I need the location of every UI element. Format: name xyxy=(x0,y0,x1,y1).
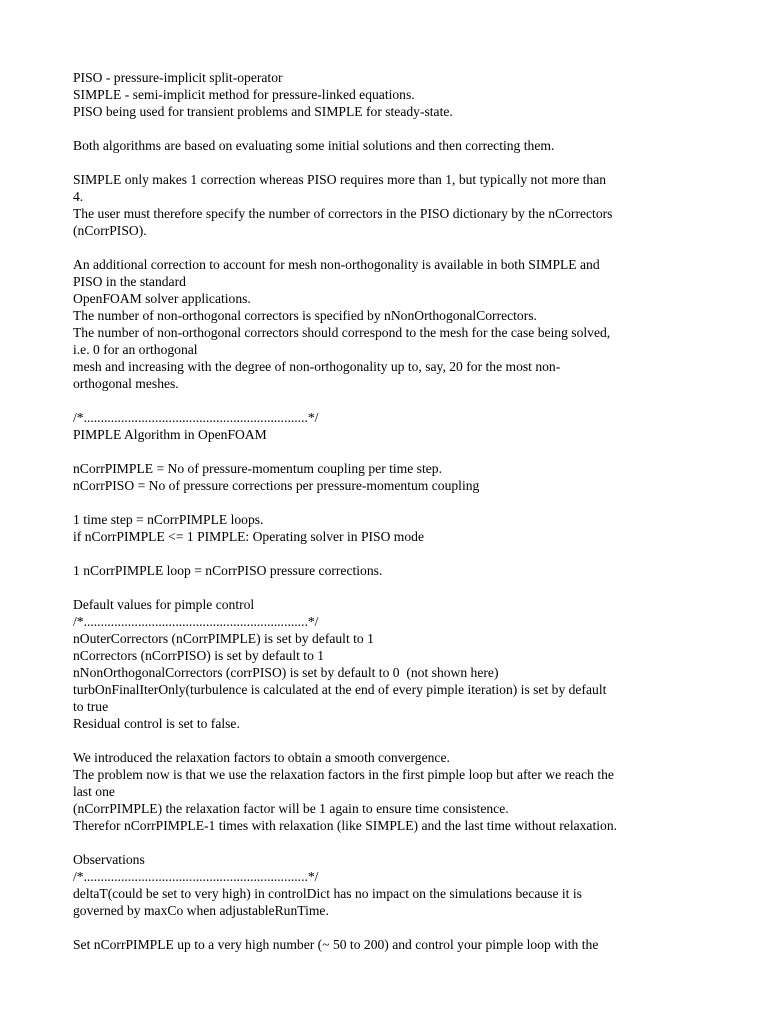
paragraph xyxy=(73,460,703,494)
text-line: The number of non-orthogonal correctors should correspond to the mesh for the case being solved, xyxy=(73,325,611,340)
text-line: turbOnFinalIterOnly(turbulence is calculated at the end of every pimple iteration) is set by default xyxy=(73,682,607,697)
text-line: deltaT(could be set to very high) in controlDict has no impact on the simulations because it is xyxy=(73,886,582,901)
text-line: nOuterCorrectors (nCorrPIMPLE) is set by default to 1 xyxy=(73,631,374,646)
paragraph-spacer xyxy=(73,443,703,460)
text-line: nCorrectors (nCorrPISO) is set by default to 1 xyxy=(73,648,325,663)
paragraph-spacer xyxy=(73,154,703,171)
text-line: Set nCorrPIMPLE up to a very high number (~ 50 to 200) and control your pimple loop with the xyxy=(73,937,599,952)
text-line: PISO in the standard xyxy=(73,274,186,289)
text-line: OpenFOAM solver applications. xyxy=(73,291,251,306)
text-line: We introduced the relaxation factors to obtain a smooth convergence. xyxy=(73,750,450,765)
text-line: PISO being used for transient problems and SIMPLE for steady-state. xyxy=(73,104,453,119)
text-line: mesh and increasing with the degree of non-orthogonality up to, say, 20 for the most non- xyxy=(73,359,561,374)
text-line: SIMPLE - semi-implicit method for pressure-linked equations. xyxy=(73,87,415,102)
text-line: /*..................................................................*/ xyxy=(73,614,319,629)
paragraph-spacer xyxy=(73,494,703,511)
paragraph-spacer xyxy=(73,919,703,936)
paragraph xyxy=(73,851,703,919)
text-line: /*..................................................................*/ xyxy=(73,410,319,425)
paragraph-spacer xyxy=(73,392,703,409)
text-line: The user must therefore specify the number of correctors in the PISO dictionary by the nCorrectors xyxy=(73,206,613,221)
paragraph-spacer xyxy=(73,239,703,256)
text-line: (nCorrPIMPLE) the relaxation factor will be 1 again to ensure time consistence. xyxy=(73,801,509,816)
text-line: 4. xyxy=(73,189,84,204)
paragraph xyxy=(73,936,703,953)
text-line: (nCorrPISO). xyxy=(73,223,147,238)
text-line: An additional correction to account for mesh non-orthogonality is available in both SIMPLE and xyxy=(73,257,600,272)
text-line: nCorrPIMPLE = No of pressure-momentum coupling per time step. xyxy=(73,461,442,476)
text-line: Both algorithms are based on evaluating some initial solutions and then correcting them. xyxy=(73,138,555,153)
paragraph xyxy=(73,562,703,579)
paragraph xyxy=(73,749,703,834)
text-line: The number of non-orthogonal correctors is specified by nNonOrthogonalCorrectors. xyxy=(73,308,537,323)
text-line: The problem now is that we use the relaxation factors in the first pimple loop but after we reach the xyxy=(73,767,614,782)
paragraph xyxy=(73,69,703,120)
paragraph xyxy=(73,171,703,239)
text-line: to true xyxy=(73,699,109,714)
document-body xyxy=(73,69,703,953)
text-line: Observations xyxy=(73,852,145,867)
paragraph xyxy=(73,409,703,443)
text-line: governed by maxCo when adjustableRunTime. xyxy=(73,903,329,918)
text-line: last one xyxy=(73,784,115,799)
paragraph xyxy=(73,596,703,732)
text-line: Therefor nCorrPIMPLE-1 times with relaxation (like SIMPLE) and the last time without relaxation. xyxy=(73,818,618,833)
text-line: nCorrPISO = No of pressure corrections per pressure-momentum coupling xyxy=(73,478,480,493)
paragraph-spacer xyxy=(73,120,703,137)
text-line: SIMPLE only makes 1 correction whereas PISO requires more than 1, but typically not more than xyxy=(73,172,607,187)
paragraph-spacer xyxy=(73,732,703,749)
text-line: 1 nCorrPIMPLE loop = nCorrPISO pressure corrections. xyxy=(73,563,383,578)
text-line: i.e. 0 for an orthogonal xyxy=(73,342,198,357)
text-line: PISO - pressure-implicit split-operator xyxy=(73,70,283,85)
text-line: orthogonal meshes. xyxy=(73,376,179,391)
paragraph xyxy=(73,137,703,154)
text-line: Default values for pimple control xyxy=(73,597,255,612)
paragraph xyxy=(73,256,703,392)
paragraph xyxy=(73,511,703,545)
paragraph-spacer xyxy=(73,834,703,851)
text-line: PIMPLE Algorithm in OpenFOAM xyxy=(73,427,267,442)
text-line: /*..................................................................*/ xyxy=(73,869,319,884)
paragraph-spacer xyxy=(73,579,703,596)
text-line: 1 time step = nCorrPIMPLE loops. xyxy=(73,512,264,527)
paragraph-spacer xyxy=(73,545,703,562)
text-line: Residual control is set to false. xyxy=(73,716,240,731)
text-line: if nCorrPIMPLE <= 1 PIMPLE: Operating solver in PISO mode xyxy=(73,529,425,544)
text-line: nNonOrthogonalCorrectors (corrPISO) is set by default to 0 (not shown here) xyxy=(73,665,499,680)
